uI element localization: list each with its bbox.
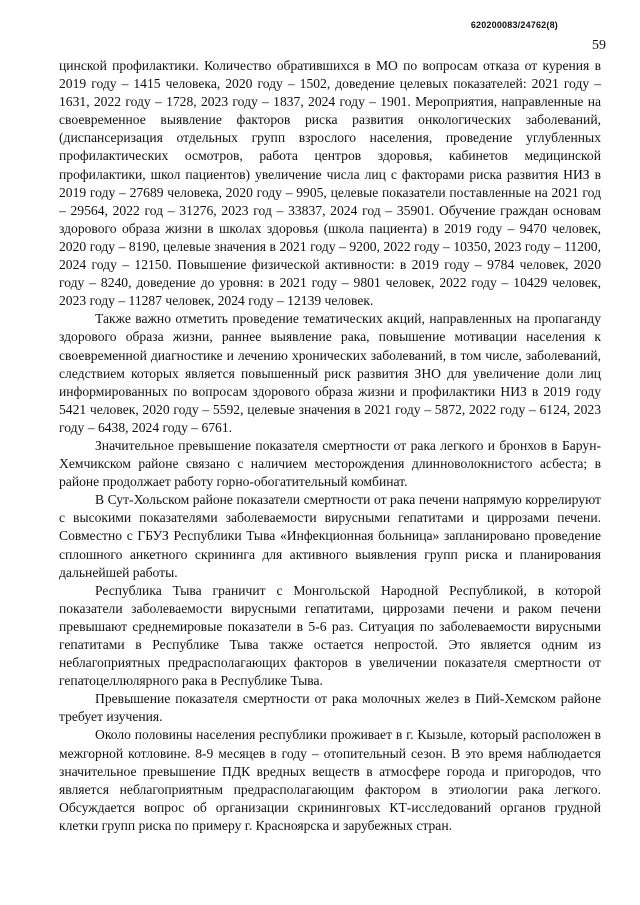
page-number: 59 (592, 38, 606, 53)
paragraph-5: Республика Тыва граничит с Монгольской Народной Республикой, в которой показатели заболеваемости вирусными гепатитами, циррозами печени и раком печени превышают среднемировые показатели в 5-6 раз. Ситуация по заболеваемости вирусными гепатитами в Республике Тыва также остается непростой. Это является одним из неблагоприятных предрасполагающих факторов в увеличении показателя смертности от гепатоцеллюлярного рака в Республике Тыва. (59, 582, 601, 689)
page-body (59, 57, 601, 835)
paragraph-4: В Сут-Хольском районе показатели смертности от рака печени напрямую коррелируют с высокими показателями заболеваемости вирусными гепатитами и циррозами печени. Совместно с ГБУЗ Республики Тыва «Инфекционная больница» запланировано проведение сплошного анкетного скрининга для активного выявления групп риска и планирования дальнейшей работы. (59, 492, 601, 580)
paragraph-7: Около половины населения республики проживает в г. Кызыле, который расположен в межгорной котловине. 8-9 месяцев в году – отопительный сезон. В это время наблюдается значительное превышение ПДК вредных веществ в атмосфере города и пригородов, что является неблагоприятным предрасполагающим фактором в этиологии рака легкого. Обсуждается вопрос об организации скрининговых КТ-исследований органов грудной клетки групп риска по примеру г. Красноярска и зарубежных стран. (59, 727, 601, 833)
paragraph-3: Значительное превышение показателя смертности от рака легкого и бронхов в Барун-Хемчикском районе связано с наличием месторождения длинноволокнистого асбеста; в районе продолжает работу горно-обогатительный комбинат. (59, 437, 601, 490)
paragraph-6: Превышение показателя смертности от рака молочных желез в Пий-Хемском районе требует изучения. (59, 691, 601, 725)
document-id: 620200083/24762(8) (470, 20, 558, 30)
paragraph-1: цинской профилактики. Количество обратившихся в МО по вопросам отказа от курения в 2019 году – 1415 человека, 2020 году – 1502, доведение целевых показателей: 2021 году – 1631, 2022 году – 1728, 2023 году – 1837, 2024 году – 1901. Мероприятия, направленные на своевременное выявление факторов риска развития онкологических заболеваний, (диспансеризация отдельных групп взрослого населения, проведение углубленных профилактических осмотров, работа центров здоровья, кабинетов медицинской профилактики, школ пациентов) увеличение числа лиц с факторами риска развития НИЗ в 2019 году – 27689 человека, 2020 году – 9905, целевые показатели поставленные на 2021 год – 29564, 2022 год – 31276, 2023 год – 33837, 2024 год – 35901. Обучение граждан основам здорового образа жизни в школах здоровья (школа пациента) в 2019 году – 9470 человек, 2020 году – 8190, целевые значения в 2021 году – 9200, 2022 году – 10350, 2023 году – 11200, 2024 году – 12150. Повышение физической активности: в 2019 году – 9784 человек, 2020 году – 8240, доведение до уровня: в 2021 году – 9801 человек, 2022 году – 10429 человек, 2023 году – 11287 человек, 2024 году – 12139 человек. (59, 58, 601, 309)
paragraph-2: Также важно отметить проведение тематических акций, направленных на пропаганду здорового образа жизни, раннее выявление рака, повышение мотивации населения к своевременной диагностике и лечению хронических заболеваний, в том числе, заболеваний, следствием которых является повышенный риск развития ЗНО для увеличение доли лиц информированных по вопросам здорового образа жизни и профилактики НИЗ в 2019 году 5421 человек, 2020 году – 5592, целевые значения в 2021 году – 5872, 2022 году – 6124, 2023 году – 6438, 2024 году – 6761. (59, 311, 601, 435)
